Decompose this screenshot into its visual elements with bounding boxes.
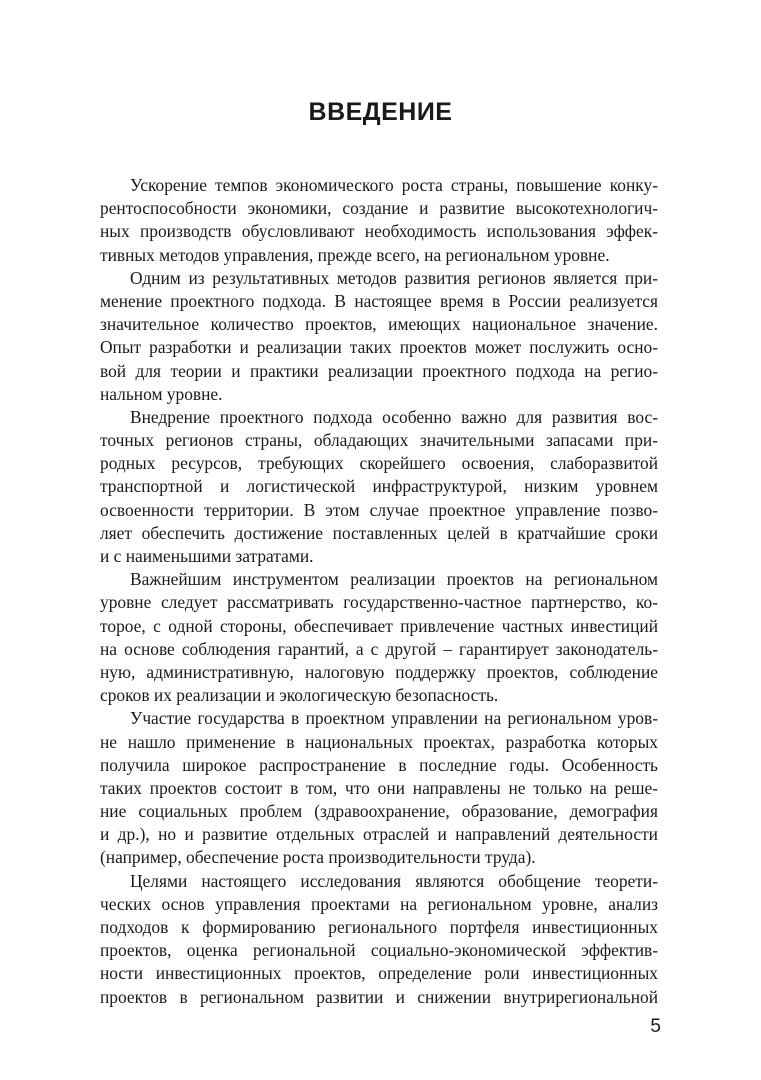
text-line: проектов, оценка региональной социально-экономической эффектив-	[100, 940, 658, 961]
text-line: Участие государства в проектном управлении на региональном уров-	[130, 708, 658, 729]
text-line: Опыт разработки и реализации таких проектов может послужить осно-	[100, 337, 658, 358]
text-line: не нашло применение в национальных проектах, разработка которых	[100, 731, 658, 752]
text-line: подходов к формированию регионального портфеля инвестиционных	[100, 917, 658, 937]
text-line: Целями настоящего исследования являются обобщение теорети-	[130, 870, 658, 891]
text-line: ние социальных проблем (здравоохранение, образование, демография	[100, 801, 658, 822]
text-line: вой для теории и практики реализации проектного подхода на регио-	[100, 360, 658, 381]
text-line: ности инвестиционных проектов, определение роли инвестиционных	[100, 963, 658, 984]
text-line: транспортной и логистической инфраструктурой, низким уровнем	[100, 476, 658, 497]
text-line: Важнейшим инструментом реализации проектов на региональном	[130, 569, 658, 590]
text-line: и др.), но и развитие отдельных отраслей и направлений деятельности	[100, 824, 658, 845]
text-line: освоенности территории. В этом случае проектное управление позво-	[100, 499, 658, 520]
text-line: нальном уровне.	[100, 383, 223, 404]
page-number: 5	[650, 1016, 661, 1037]
text-line: проектов в региональном развитии и снижении внутрирегиональной	[100, 986, 658, 1007]
text-line: рентоспособности экономики, создание и развитие высокотехнологич-	[100, 198, 658, 219]
text-line: значительное количество проектов, имеющих национальное значение.	[100, 314, 658, 335]
text-line: Одним из результативных методов развития регионов является при-	[130, 267, 658, 288]
text-line: ных производств обусловливают необходимость использования эффек-	[100, 221, 658, 242]
text-line: таких проектов состоит в том, что они направлены не только на реше-	[100, 777, 658, 798]
body-text	[100, 174, 658, 1009]
text-line: на основе соблюдения гарантий, а с другой – гарантирует законодатель-	[100, 638, 658, 659]
text-line: ческих основ управления проектами на региональном уровне, анализ	[100, 893, 658, 914]
text-line: Ускорение темпов экономического роста страны, повышение конку-	[130, 175, 658, 195]
page-title: ВВЕДЕНИЕ	[308, 98, 453, 126]
text-line: ляет обеспечить достижение поставленных целей в кратчайшие сроки	[100, 522, 658, 543]
text-line: уровне следует рассматривать государственно-частное партнерство, ко-	[100, 592, 658, 613]
text-line: сроков их реализации и экологическую безопасность.	[100, 685, 499, 706]
text-line: и с наименьшими затратами.	[100, 546, 314, 566]
text-line: получила широкое распространение в последние годы. Особенность	[100, 754, 658, 775]
text-line: точных регионов страны, обладающих значительными запасами при-	[100, 430, 658, 451]
text-line: менение проектного подхода. В настоящее время в России реализуется	[100, 290, 658, 311]
text-line: торое, с одной стороны, обеспечивает привлечение частных инвестиций	[100, 615, 658, 636]
text-line: Внедрение проектного подхода особенно важно для развития вос-	[130, 406, 658, 427]
text-line: ную, административную, налоговую поддержку проектов, соблюдение	[100, 661, 658, 682]
text-line: (например, обеспечение роста производительности труда).	[100, 847, 536, 868]
text-line: тивных методов управления, прежде всего, на региональном уровне.	[100, 244, 610, 265]
text-line: родных ресурсов, требующих скорейшего освоения, слаборазвитой	[100, 453, 658, 474]
